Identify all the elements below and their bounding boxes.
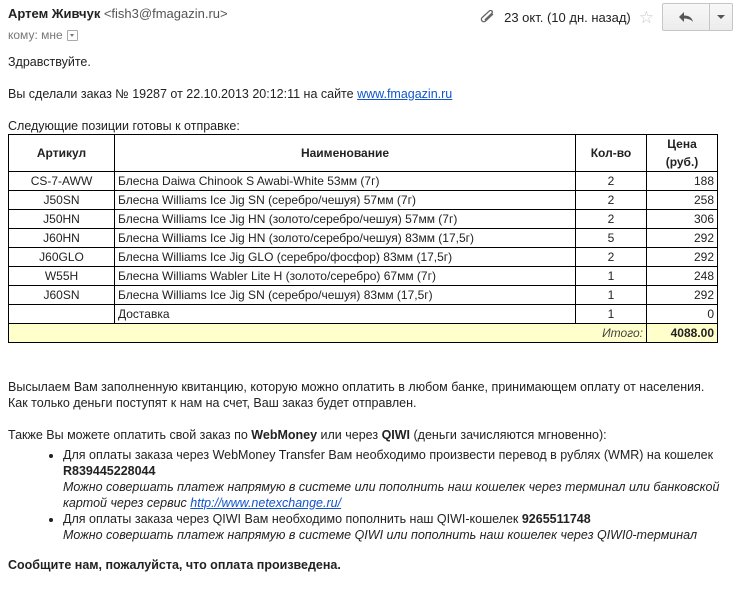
site-link[interactable]: www.fmagazin.ru (357, 87, 453, 101)
column-article: Артикул (9, 135, 115, 172)
cell-article: J60GLO (9, 248, 115, 267)
order-table (8, 134, 718, 343)
cell-article: J60HN (9, 229, 115, 248)
recipient-details-toggle[interactable] (67, 30, 78, 41)
cell-name: Блесна Williams Wabler Lite H (золото/серебро) 67мм (7г) (115, 267, 576, 286)
cell-qty: 1 (576, 305, 647, 324)
cell-qty: 1 (576, 286, 647, 305)
paperclip-icon (480, 10, 498, 24)
netexchange-link[interactable]: http://www.netexchange.ru/ (190, 496, 342, 510)
chevron-down-icon (717, 15, 725, 19)
cell-article: J50SN (9, 191, 115, 210)
cell-price: 292 (647, 286, 718, 305)
total-label: Итого: (9, 324, 647, 343)
cell-article: J50HN (9, 210, 115, 229)
table-row (9, 229, 718, 248)
cell-article: CS-7-AWW (9, 172, 115, 191)
order-line (8, 86, 730, 102)
column-qty: Кол-во (576, 135, 647, 172)
column-price: Цена (руб.) (647, 135, 718, 172)
cell-qty: 2 (576, 172, 647, 191)
star-icon[interactable]: ☆ (638, 7, 654, 27)
table-row (9, 267, 718, 286)
payment-intro (8, 427, 730, 443)
list-item-qiwi (63, 511, 730, 543)
cell-price: 248 (647, 267, 718, 286)
greeting: Здравствуйте. (8, 55, 91, 69)
table-row (9, 305, 718, 324)
payment-intro-text: Также Вы можете оплатить свой заказ по (8, 428, 252, 442)
cell-name: Блесна Williams Ice Jig HN (золото/серебро/чешуя) 57мм (7г) (115, 210, 576, 229)
cell-qty: 2 (576, 248, 647, 267)
cell-name: Блесна Williams Ice Jig GLO (серебро/фосфор) 83мм (17,5г) (115, 248, 576, 267)
payment-intro-text: или через (317, 428, 382, 442)
webmoney-label: WebMoney (251, 428, 318, 442)
cell-article: W55H (9, 267, 115, 286)
total-row (9, 324, 718, 343)
cell-qty: 1 (576, 267, 647, 286)
recipient-line (8, 28, 78, 42)
cell-price: 292 (647, 229, 718, 248)
receipt-paragraph: Высылаем Вам заполненную квитанцию, которую можно оплатить в любом банке, принимающем оплату от населения. (8, 380, 705, 394)
webmoney-note: Можно совершать платеж напрямую в системе или пополнить наш кошелек через терминал или банковской картой через сервис (63, 480, 720, 510)
cell-name: Блесна Williams Ice Jig HN (золото/серебро/чешуя) 83мм (17,5г) (115, 229, 576, 248)
qiwi-wallet: 9265511748 (521, 512, 591, 526)
cell-qty: 2 (576, 210, 647, 229)
list-item-webmoney (63, 447, 730, 511)
reply-icon (678, 11, 694, 23)
table-row (9, 172, 718, 191)
qiwi-label: QIWI (381, 428, 411, 442)
sender-name[interactable]: Артем Живчук (8, 6, 101, 21)
cell-name: Блесна Daiwa Chinook S Awabi-White 53мм (7г) (115, 172, 576, 191)
closing-line: Сообщите нам, пожалуйста, что оплата произведена. (8, 558, 341, 572)
table-row (9, 191, 718, 210)
more-actions-button[interactable] (710, 4, 732, 30)
message-date: 23 окт. (10 дн. назад) (504, 9, 631, 25)
cell-name: Доставка (115, 305, 576, 324)
cell-price: 0 (647, 305, 718, 324)
webmoney-instructions: Для оплаты заказа через WebMoney Transfer Вам необходимо произвести перевод в рублях (WMR) на кошелек (63, 448, 714, 462)
table-header-row (9, 135, 718, 172)
cell-qty: 2 (576, 191, 647, 210)
qiwi-instructions: Для оплаты заказа через QIWI Вам необходимо пополнить наш QIWI-кошелек (63, 512, 522, 526)
table-row (9, 210, 718, 229)
reply-button[interactable] (663, 4, 710, 30)
cell-price: 306 (647, 210, 718, 229)
reply-button-group (662, 3, 733, 31)
column-name: Наименование (115, 135, 576, 172)
total-value: 4088.00 (647, 324, 718, 343)
cell-price: 258 (647, 191, 718, 210)
cell-price: 292 (647, 248, 718, 267)
order-text: Вы сделали заказ № 19287 от 22.10.2013 20:12:11 на сайте (8, 87, 354, 101)
cell-article: J60SN (9, 286, 115, 305)
cell-price: 188 (647, 172, 718, 191)
message-body (8, 54, 730, 573)
header-actions (480, 4, 733, 30)
cell-name: Блесна Williams Ice Jig SN (серебро/чешуя) 83мм (17,5г) (115, 286, 576, 305)
table-row (9, 248, 718, 267)
shipping-paragraph: Как только деньги поступят к нам на счет, Ваш заказ будет отправлен. (8, 396, 417, 410)
payment-methods-list (8, 447, 730, 543)
payment-intro-text: (деньги зачисляются мгновенно): (410, 428, 607, 442)
qiwi-note: Можно совершать платеж напрямую в системе QIWI или пополнить наш кошелек через QIWI0-терминал (63, 528, 697, 542)
cell-name: Блесна Williams Ice Jig SN (серебро/чешуя) 57мм (7г) (115, 191, 576, 210)
recipient-label: кому: мне (8, 28, 63, 42)
table-row (9, 286, 718, 305)
cell-qty: 5 (576, 229, 647, 248)
sender-email: <fish3@fmagazin.ru> (103, 6, 228, 21)
webmoney-wallet: R839445228044 (63, 464, 156, 478)
cell-article (9, 305, 115, 324)
ready-text: Следующие позиции готовы к отправке: (8, 119, 240, 133)
